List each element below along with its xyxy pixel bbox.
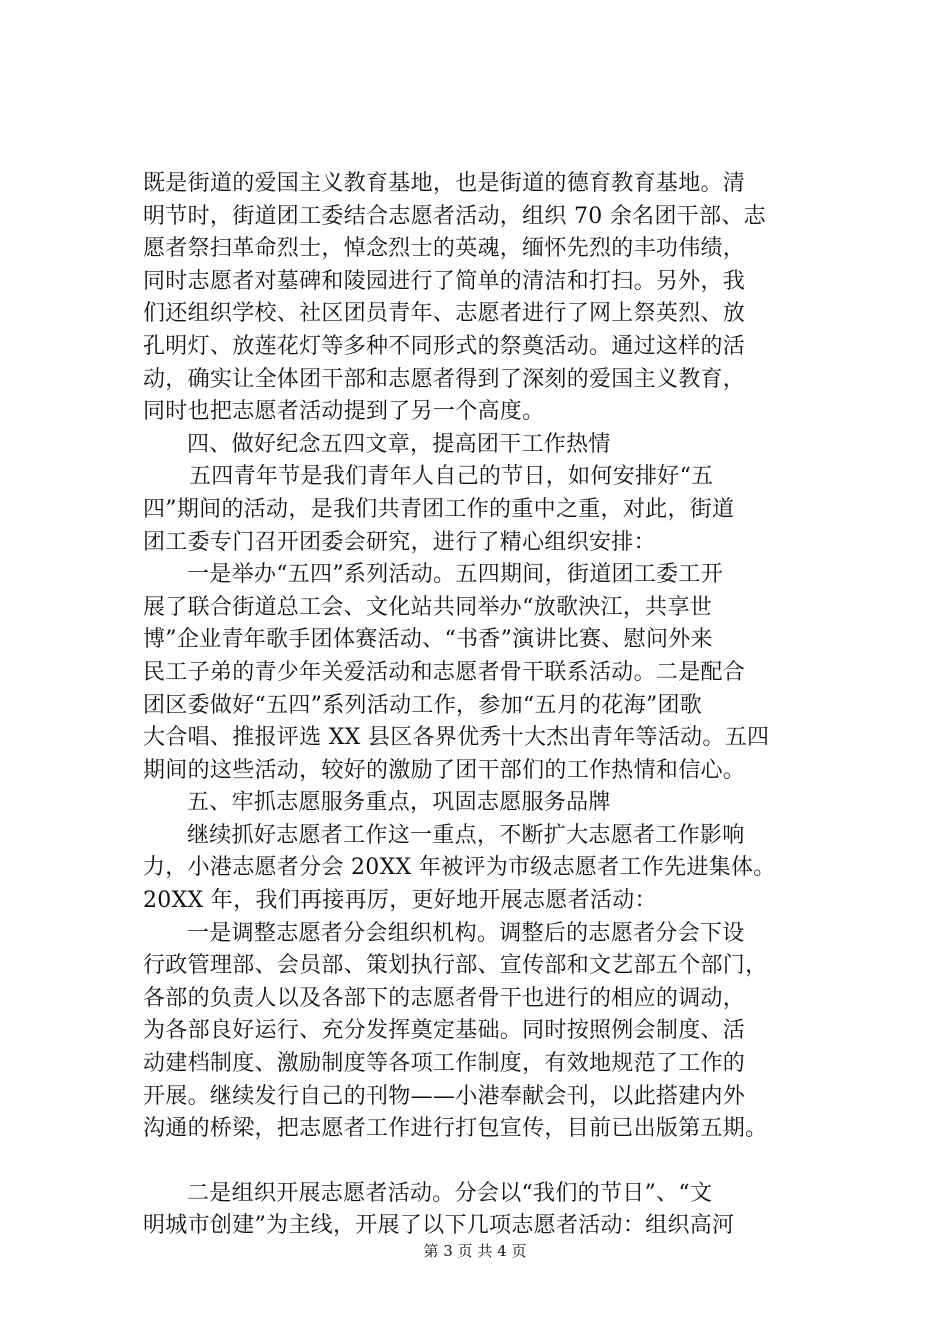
document-body [143, 168, 843, 1243]
text-line: 大合唱、推报评选 XX 县区各界优秀十大杰出青年等活动。五四 [143, 725, 770, 751]
text-line: 期间的这些活动，较好的激励了团干部们的工作热情和信心。 [143, 757, 746, 783]
text-line: 同时也把志愿者活动提到了另一个高度。 [143, 399, 545, 425]
text-line: 明城市创建”为主线，开展了以下几项志愿者活动：组织高河 [143, 1213, 735, 1239]
page-indicator: 第 3 页 共 4 页 [423, 1242, 527, 1260]
section-heading-4: 四、做好纪念五四文章，提高团干工作热情 [187, 431, 611, 457]
text-line: 同时志愿者对墓碑和陵园进行了简单的清洁和打扫。另外，我 [143, 268, 746, 294]
page-footer [0, 1241, 950, 1261]
text-line: 展了联合街道总工会、文化站共同举办“放歌泱江，共享世 [143, 594, 713, 620]
text-line: 一是举办“五四”系列活动。五四期间，街道团工委工开 [187, 562, 723, 588]
text-line: 博”企业青年歌手团体赛活动、“书香”演讲比赛、慰问外来 [143, 627, 713, 653]
text-line: 二是组织开展志愿者活动。分会以“我们的节日”、“文 [187, 1180, 713, 1206]
text-line: 明节时，街道团工委结合志愿者活动，组织 70 余名团干部、志 [143, 203, 766, 229]
text-line: 行政管理部、会员部、策划执行部、宣传部和文艺部五个部门， [143, 953, 768, 979]
section-heading-5: 五、牢抓志愿服务重点，巩固志愿服务品牌 [187, 790, 611, 816]
text-line: 孔明灯、放莲花灯等多种不同形式的祭奠活动。通过这样的活 [143, 333, 746, 359]
text-line: 团区委做好“五四”系列活动工作，参加“五月的花海”团歌 [143, 692, 703, 718]
paragraph-gap [143, 1146, 843, 1178]
text-line: 力，小港志愿者分会 20XX 年被评为市级志愿者工作先进集体。 [143, 855, 776, 881]
text-line: 动建档制度、激励制度等各项工作制度，有效地规范了工作的 [143, 1051, 746, 1077]
text-line: 开展。继续发行自己的刊物——小港奉献会刊，以此搭建内外 [143, 1083, 746, 1109]
text-line: 们还组织学校、社区团员青年、志愿者进行了网上祭英烈、放 [143, 301, 746, 327]
text-line: 愿者祭扫革命烈士，悼念烈士的英魂，缅怀先烈的丰功伟绩， [143, 236, 746, 262]
text-line: 为各部良好运行、充分发挥奠定基础。同时按照例会制度、活 [143, 1018, 746, 1044]
text-line: 继续抓好志愿者工作这一重点，不断扩大志愿者工作影响 [187, 822, 745, 848]
text-line: 团工委专门召开团委会研究，进行了精心组织安排： [143, 529, 656, 555]
text-line: 四”期间的活动，是我们共青团工作的重中之重，对此，街道 [143, 496, 735, 522]
text-line: 动，确实让全体团干部和志愿者得到了深刻的爱国主义教育， [143, 366, 746, 392]
text-line: 沟通的桥梁，把志愿者工作进行打包宣传，目前已出版第五期。 [143, 1116, 768, 1142]
text-line: 20XX 年，我们再接再厉，更好地开展志愿者活动： [143, 888, 657, 914]
text-line: 民工子弟的青少年关爱活动和志愿者骨干联系活动。二是配合 [143, 659, 746, 685]
text-line: 五四青年节是我们青年人自己的节日，如何安排好“五 [189, 464, 714, 490]
text-line: 一是调整志愿者分会组织机构。调整后的志愿者分会下设 [187, 920, 745, 946]
text-line: 各部的负责人以及各部下的志愿者骨干也进行的相应的调动， [143, 985, 746, 1011]
text-line: 既是街道的爱国主义教育基地，也是街道的德育教育基地。清 [143, 171, 746, 196]
